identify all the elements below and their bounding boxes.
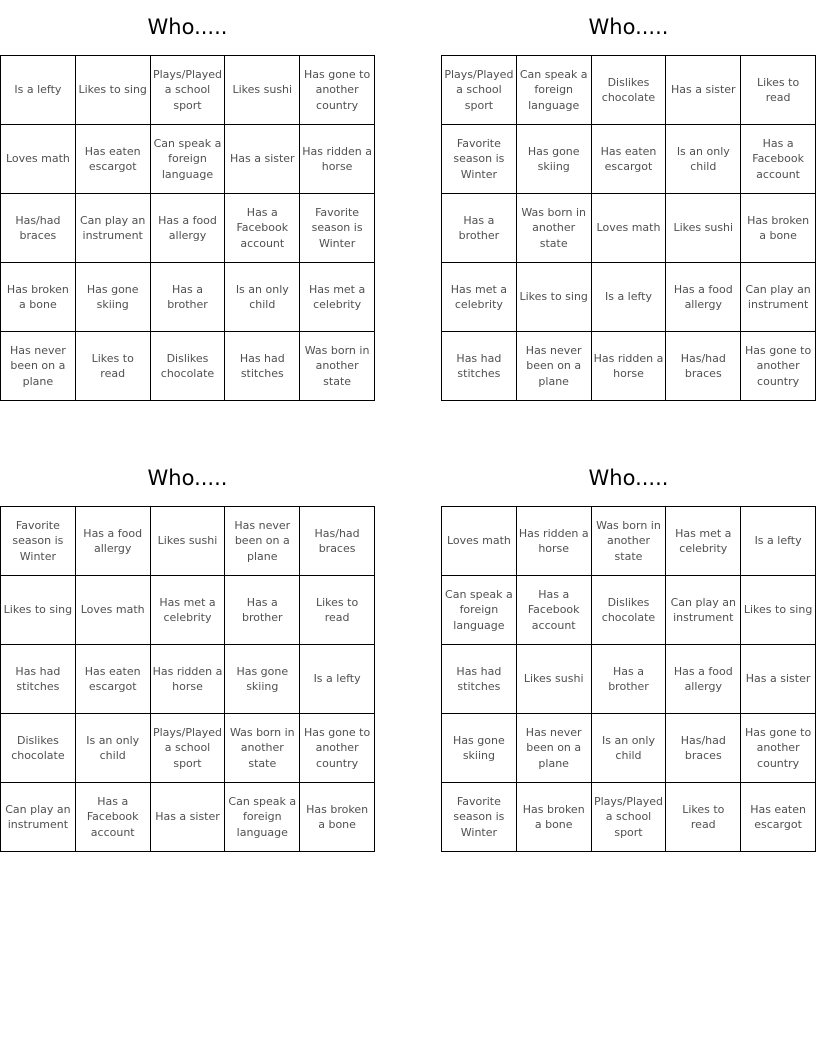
bingo-cell: Favorite season is Winter [1, 507, 76, 576]
grid-row [442, 125, 816, 194]
bingo-cell: Has ridden a horse [150, 645, 225, 714]
bingo-cell: Is a lefty [591, 263, 666, 332]
bingo-cell: Has gone skiing [516, 125, 591, 194]
bingo-cell: Was born in another state [225, 714, 300, 783]
bingo-cell: Has a food allergy [75, 507, 150, 576]
grid-row [1, 56, 375, 125]
card-title-text: Who..... [588, 15, 669, 39]
bingo-card-2 [441, 0, 816, 401]
bingo-cell: Plays/Played a school sport [150, 714, 225, 783]
grid-row [1, 194, 375, 263]
bingo-cell: Has broken a bone [516, 783, 591, 852]
bingo-cell: Has/had braces [300, 507, 375, 576]
bingo-cell: Is an only child [666, 125, 741, 194]
bingo-cell: Has broken a bone [1, 263, 76, 332]
card-title [0, 0, 375, 55]
bingo-card-1 [0, 0, 375, 401]
bingo-cell: Has a food allergy [666, 263, 741, 332]
bingo-cell: Likes sushi [150, 507, 225, 576]
bingo-cell: Has ridden a horse [516, 507, 591, 576]
bingo-cell: Has met a celebrity [442, 263, 517, 332]
bingo-cell: Loves math [75, 576, 150, 645]
bingo-cell: Has had stitches [225, 332, 300, 401]
bingo-cell: Likes to read [666, 783, 741, 852]
grid-row [1, 125, 375, 194]
bingo-cell: Has never been on a plane [516, 714, 591, 783]
bingo-cell: Has a food allergy [150, 194, 225, 263]
bingo-cell: Has a brother [442, 194, 517, 263]
bingo-grid [441, 55, 816, 401]
bingo-cell: Loves math [442, 507, 517, 576]
grid-row [1, 576, 375, 645]
bingo-cell: Has a food allergy [666, 645, 741, 714]
bingo-cell: Has gone skiing [75, 263, 150, 332]
bingo-cell: Has a sister [666, 56, 741, 125]
bingo-grid [441, 506, 816, 852]
bingo-cell: Is a lefty [300, 645, 375, 714]
card-title [0, 451, 375, 506]
bingo-cell: Has eaten escargot [591, 125, 666, 194]
bingo-cell: Plays/Played a school sport [150, 56, 225, 125]
bingo-cell: Is a lefty [741, 507, 816, 576]
grid-row [442, 645, 816, 714]
grid-row [442, 56, 816, 125]
bingo-cell: Plays/Played a school sport [591, 783, 666, 852]
bingo-grid [0, 506, 375, 852]
bingo-cell: Has ridden a horse [300, 125, 375, 194]
bingo-cell: Has gone to another country [741, 332, 816, 401]
bingo-cell: Can play an instrument [741, 263, 816, 332]
bingo-cell: Can play an instrument [1, 783, 76, 852]
bingo-cell: Has gone to another country [300, 56, 375, 125]
bingo-cell: Has a sister [150, 783, 225, 852]
grid-row [442, 507, 816, 576]
bingo-cell: Has never been on a plane [1, 332, 76, 401]
grid-row [442, 783, 816, 852]
bingo-cell: Has never been on a plane [516, 332, 591, 401]
card-title-text: Who..... [147, 15, 228, 39]
bingo-cell: Has a sister [741, 645, 816, 714]
bingo-cell: Has broken a bone [300, 783, 375, 852]
bingo-cell: Has eaten escargot [75, 645, 150, 714]
bingo-cell: Has eaten escargot [741, 783, 816, 852]
bingo-cell: Has met a celebrity [666, 507, 741, 576]
card-title [441, 0, 816, 55]
bingo-cell: Has gone skiing [442, 714, 517, 783]
bingo-cell: Has/had braces [666, 332, 741, 401]
bingo-cell: Likes sushi [666, 194, 741, 263]
bingo-cell: Likes to read [300, 576, 375, 645]
bingo-cell: Likes to sing [741, 576, 816, 645]
bingo-cell: Likes sushi [225, 56, 300, 125]
bingo-cell: Has/had braces [1, 194, 76, 263]
bingo-cell: Has broken a bone [741, 194, 816, 263]
bingo-cell: Can play an instrument [75, 194, 150, 263]
bingo-cell: Favorite season is Winter [442, 783, 517, 852]
bingo-cell: Can play an instrument [666, 576, 741, 645]
grid-row [1, 645, 375, 714]
grid-row [1, 332, 375, 401]
bingo-cell: Has a Facebook account [741, 125, 816, 194]
bingo-cell: Can speak a foreign language [442, 576, 517, 645]
bingo-cell: Has a Facebook account [225, 194, 300, 263]
bingo-cell: Loves math [1, 125, 76, 194]
bingo-cell: Has never been on a plane [225, 507, 300, 576]
bingo-cell: Dislikes chocolate [591, 56, 666, 125]
bingo-cell: Can speak a foreign language [225, 783, 300, 852]
grid-row [442, 332, 816, 401]
bingo-cell: Can speak a foreign language [516, 56, 591, 125]
grid-row [442, 714, 816, 783]
bingo-cell: Likes to sing [516, 263, 591, 332]
bingo-cell: Likes to read [741, 56, 816, 125]
bingo-cell: Was born in another state [591, 507, 666, 576]
bingo-card-3 [0, 451, 375, 852]
bingo-cell: Has gone skiing [225, 645, 300, 714]
card-title-text: Who..... [147, 466, 228, 490]
bingo-cell: Has had stitches [1, 645, 76, 714]
bingo-cell: Can speak a foreign language [150, 125, 225, 194]
bingo-cell: Has/had braces [666, 714, 741, 783]
grid-row [442, 194, 816, 263]
bingo-card-4 [441, 451, 816, 852]
bingo-cell: Dislikes chocolate [1, 714, 76, 783]
grid-row [1, 263, 375, 332]
bingo-cell: Loves math [591, 194, 666, 263]
bingo-cell: Has a Facebook account [75, 783, 150, 852]
bingo-cell: Is an only child [225, 263, 300, 332]
grid-row [442, 263, 816, 332]
bingo-cell: Has a brother [150, 263, 225, 332]
bingo-cell: Has a brother [591, 645, 666, 714]
grid-row [1, 714, 375, 783]
grid-row [1, 783, 375, 852]
bingo-cell: Has eaten escargot [75, 125, 150, 194]
bingo-cell: Likes to sing [75, 56, 150, 125]
grid-row [442, 576, 816, 645]
bingo-cell: Has a brother [225, 576, 300, 645]
bingo-cell: Plays/Played a school sport [442, 56, 517, 125]
bingo-cell: Has had stitches [442, 332, 517, 401]
bingo-cell: Has gone to another country [741, 714, 816, 783]
bingo-grid [0, 55, 375, 401]
bingo-cell: Favorite season is Winter [300, 194, 375, 263]
bingo-cell: Was born in another state [516, 194, 591, 263]
bingo-cell: Dislikes chocolate [591, 576, 666, 645]
bingo-cell: Has met a celebrity [150, 576, 225, 645]
bingo-cell: Has a sister [225, 125, 300, 194]
bingo-cell: Has gone to another country [300, 714, 375, 783]
bingo-cell: Is an only child [591, 714, 666, 783]
card-title-text: Who..... [588, 466, 669, 490]
card-title [441, 451, 816, 506]
bingo-cell: Is a lefty [1, 56, 76, 125]
bingo-cell: Likes sushi [516, 645, 591, 714]
bingo-cell: Was born in another state [300, 332, 375, 401]
bingo-cell: Has ridden a horse [591, 332, 666, 401]
bingo-cell: Is an only child [75, 714, 150, 783]
grid-row [1, 507, 375, 576]
bingo-cell: Has met a celebrity [300, 263, 375, 332]
bingo-cell: Likes to sing [1, 576, 76, 645]
bingo-cell: Favorite season is Winter [442, 125, 517, 194]
bingo-cell: Dislikes chocolate [150, 332, 225, 401]
bingo-cell: Likes to read [75, 332, 150, 401]
bingo-cell: Has a Facebook account [516, 576, 591, 645]
bingo-cell: Has had stitches [442, 645, 517, 714]
